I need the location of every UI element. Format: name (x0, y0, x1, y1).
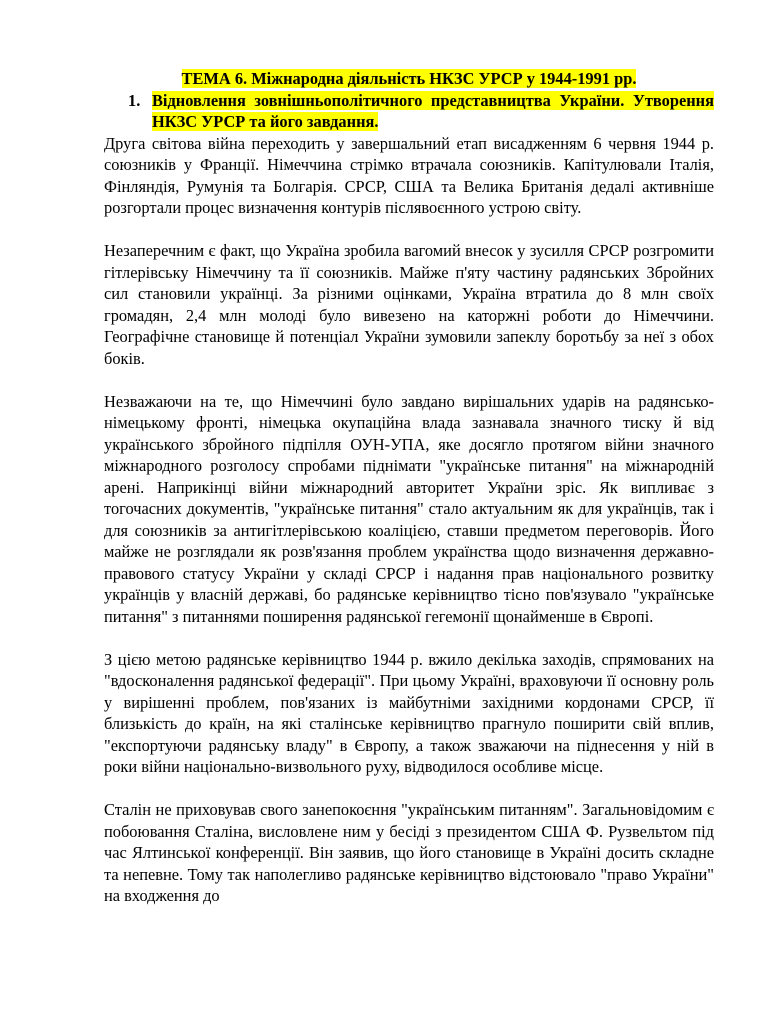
section-heading (104, 90, 714, 133)
document-title (104, 68, 714, 90)
document-page (104, 68, 714, 928)
paragraph-2: Незаперечним є факт, що Україна зробила вагомий внесок у зусилля СРСР розгромити гітлерівську Німеччину та її союзників. Майже п'яту частину радянських Збройних сил становили українці. За різними оцінками, Україна втратила до 8 млн своїх громадян, 2,4 млн молоді було вивезено на каторжні роботи до Німеччини. Географічне становище й потенціал України зумовили запеклу боротьбу за неї з обох боків. (104, 241, 714, 368)
paragraph-5: Сталін не приховував свого занепокоєння "українським питанням". Загальновідомим є побоювання Сталіна, висловлене ним у бесіді з президентом США Ф. Рузвельтом під час Ялтинської конференції. Він заявив, що його становище в Україні досить складне та непевне. Тому так наполегливо радянське керівництво відстоювало "право України" на входження до (104, 800, 714, 905)
section-title-highlight: Відновлення зовнішньополітичного представництва України. Утворення НКЗС УРСР та його завдання. (152, 90, 714, 131)
paragraph-3: Незважаючи на те, що Німеччині було завдано вирішальних ударів на радянсько-німецькому фронті, німецька окупаційна влада зазнавала значного тиску й від українського збройного підпілля ОУН-УПА, яке досягло протягом війни значного міжнародного розголосу спробами піднімати "українське питання" на міжнародній арені. Наприкінці війни міжнародний авторитет України зріс. Як випливає з тогочасних документів, "українське питання" стало актуальним як для українців, так і для союзників за антигітлерівською коаліцією, ставши предметом переговорів. Його майже не розглядали як розв'язання проблем українства щодо визначення державно-правового статусу України у складі СРСР і надання прав національного розвитку українців у власній державі, бо радянське керівництво тісно пов'язувало "українське питання" з питаннями поширення радянської гегемонії щонайменше в Європі. (104, 391, 714, 626)
section-title (152, 90, 714, 133)
title-highlight: ТЕМА 6. Міжнародна діяльність НКЗС УРСР у 1944-1991 рр. (181, 69, 637, 88)
paragraph-1: Друга світова війна переходить у завершальний етап висадженням 6 червня 1944 р. союзників у Франції. Німеччина стрімко втрачала союзників. Капітулювали Італія, Фінляндія, Румунія та Болгарія. СРСР, США та Велика Британія дедалі активніше розгортали процес визначення контурів післявоєнного устрою світу. (104, 133, 714, 217)
section-number: 1. (128, 90, 141, 110)
paragraph-4: З цією метою радянське керівництво 1944 р. вжило декілька заходів, спрямованих на "вдосконалення радянської федерації". При цьому Україні, враховуючи її основну роль у вирішенні проблем, пов'язаних із майбутніми західними кордонами СРСР, її близькість до країн, на які сталінське керівництво прагнуло поширити свій вплив, "експортуючи радянську владу" в Європу, а також зважаючи на піднесення у ній в роки війни національно-визвольного руху, відводилося особливе місце. (104, 649, 714, 776)
